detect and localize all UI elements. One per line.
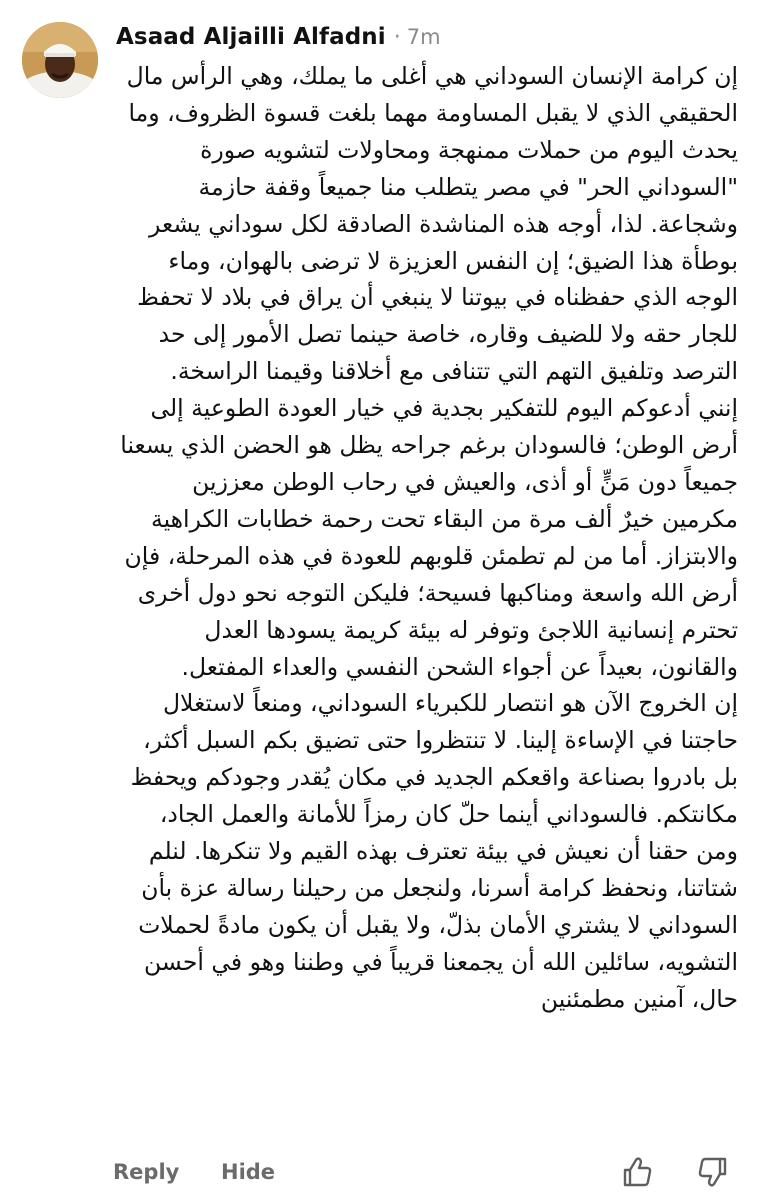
comment-paragraph: إنني أدعوكم اليوم للتفكير بجدية في خيار العودة الطوعية إلى أرض الوطن؛ فالسودان برغم جراحه يظل هو الحضن الذي يسعنا جميعاً دون مَنٍّ أو أذى، والعيش في رحاب الوطن معززين مكرمين خيرٌ ألف مرة من البقاء تحت رحمة خطابات الكراهية والابتزاز. أما من لم تطمئن قلوبهم للعودة في هذه المرحلة، فإن أرض الله واسعة ومناكبها فسيحة؛ فليكن التوجه نحو دول أخرى تحترم إنسانية اللاجئ وتوفر له بيئة كريمة يسودها العدل والقانون، بعيداً عن أجواء الشحن النفسي والعداء المفتعل.: [112, 394, 738, 681]
comment-header: [116, 20, 441, 54]
author-name[interactable]: Asaad Aljailli Alfadni: [116, 24, 386, 50]
reply-button[interactable]: Reply: [113, 1160, 180, 1184]
separator-dot: ·: [393, 24, 401, 50]
comment-body: [112, 58, 738, 1018]
avatar-image: [22, 22, 98, 98]
hide-button[interactable]: Hide: [221, 1160, 276, 1184]
thumbs-up-icon[interactable]: [620, 1155, 654, 1189]
thumbs-down-icon[interactable]: [696, 1155, 730, 1189]
comment-paragraph: إن الخروج الآن هو انتصار للكبرياء السوداني، ومنعاً لاستغلال حاجتنا في الإساءة إلينا. لا تنتظروا حتى تضيق بكم السبل أكثر، بل بادروا بصناعة واقعكم الجديد في مكان يُقدر وجودكم ويحفظ مكانتكم. فالسوداني أينما حلّ كان رمزاً للأمانة والعمل الجاد، ومن حقنا أن نعيش في بيئة تعترف بهذه القيم ولا تنكرها. لنلم شتاتنا، ونحفظ كرامة أسرنا، ولنجعل من رحيلنا رسالة عزة بأن السوداني لا يشتري الأمان بذلّ، ولا يقبل أن يكون مادةً لحملات التشويه، سائلين الله أن يجمعنا قريباً في وطننا وهو في أحسن حال، آمنين مطمئنين: [123, 689, 738, 1013]
comment-paragraph: إن كرامة الإنسان السوداني هي أغلى ما يملك، وهي الرأس مال الحقيقي الذي لا يقبل المساومة مهما بلغت قسوة الظروف، وما يحدث اليوم من حملات ممنهجة ومحاولات لتشويه صورة "السوداني الحر" في مصر يتطلب منا جميعاً وقفة حازمة وشجاعة. لذا، أوجه هذه المناشدة الصادقة لكل سوداني يشعر بوطأة هذا الضيق؛ إن النفس العزيزة لا ترضى بالهوان، وماء الوجه الذي حفظناه في بيوتنا لا ينبغي أن يراق في بلاد لا تحفظ للجار حقه ولا للضيف وقاره، خاصة حينما تصل الأمور إلى حد الترصد وتلفيق التهم التي تتنافى مع أخلاقنا وقيمنا الراسخة.: [119, 62, 738, 386]
avatar[interactable]: [22, 22, 98, 98]
timestamp: 7m: [406, 25, 441, 49]
comment-actions: [0, 1152, 757, 1196]
